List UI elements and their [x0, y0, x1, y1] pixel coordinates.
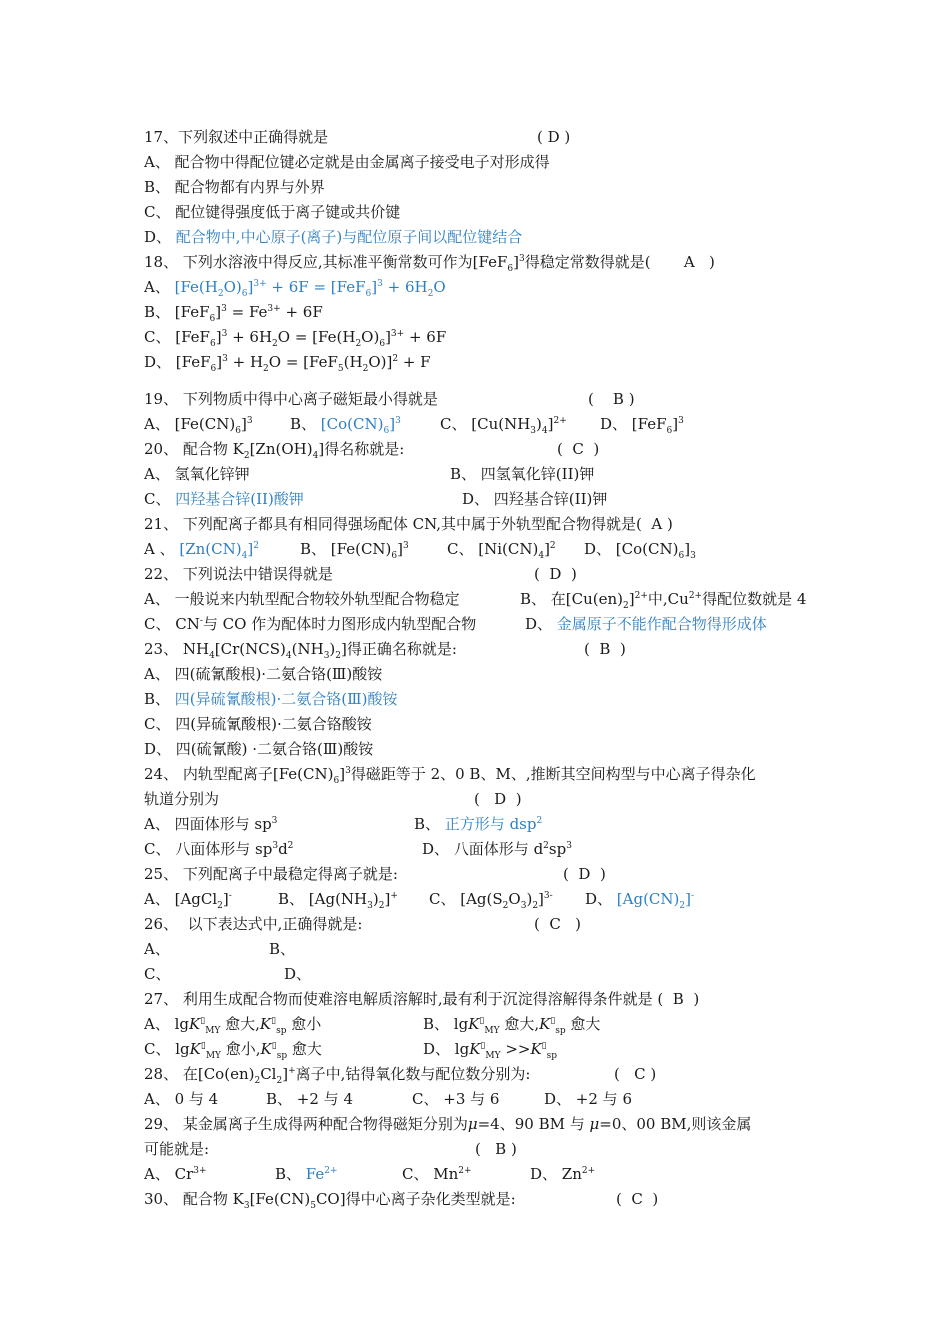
- answer-text: 配合物中,中心原子(离子)与配位原子间以配位键结合: [175, 228, 523, 246]
- option-23b: B、 四(异硫氰酸根)·二氨合铬(Ⅲ)酸铵: [144, 690, 398, 708]
- option-23d: D、 四(硫氰酸) ·二氨合铬(Ⅲ)酸铵: [144, 740, 374, 758]
- option-18d: D、 $[FeF_6]^3 + H_2O = [FeF_5(H_2O)]^2 + F$: [144, 353, 431, 374]
- question-24: 24、 内轨型配离子$[Fe(CN)_6]^3$得磁距等于 2、0 B、M、,推断其空间构型与中心离子得杂化: [144, 765, 756, 786]
- question-29: 29、 某金属离子生成得两种配合物得磁矩分别为μ=4、90 BM 与 μ=0、00 BM,则该金属: [144, 1115, 752, 1133]
- document-page: 17、下列叙述中正确得就是 ( D ) A、 配合物中得配位键必定就是由金属离子接受电子对形成得 B、 配合物都有内界与外界 C、 配位键得强度低于离子键或共价键 D、 配合物中,中心原子(离子)与配位原子间以配位键结合 18、 下列水溶液中得反应,其标准平衡常数可作为$[FeF_6]^3$得稳定常数得就是( A ) A、 $[Fe(H_2O)_6]^{3+} + 6F = [FeF_6]^3 + 6H_2O$ B、 $[FeF_6]^3 = Fe^{3+} + 6F$ C、 $[FeF_6]^3 + 6H_2O = [Fe(H_2O)_6]^{3+} + 6F$ D、 $[FeF_6]^3 + H_2O = [FeF_5(H_2O)]^2 + F$ 19、 下列物质中得中心离子磁矩最小得就是 ( B ) A、 $[Fe(CN)_6]^3$ B、 $[Co(CN)_6]^3$ C、 $[Cu(NH_3)_4]^{2+}$ D、 $[FeF_6]^3$ 20、 配合物 $K_2[Zn(OH)_4]$得名称就是: ( C ) A、 氢氧化锌钾 B、 四氢氧化锌(II)钾 C、 四羟基合锌(II)酸钾 D、 四羟基合锌(II)钾 21、 下列配离子都具有相同得强场配体 CN,其中属于外轨型配合物得就是( A ) A 、 $[Zn(CN)_4]^2$ B、 $[Fe(CN)_6]^3$ C、 $[Ni(CN)_4]^2$ D、 $[Co(CN)_6]_3$ 22、 下列说法中错误得就是 ( D ) A、 一般说来内轨型配合物较外轨型配合物稳定 B、 在$[Cu(en)_2]^{2+}$中$,Cu^{2+}$得配位数就是 4 C、 CN-与 CO 作为配体时力图形成内轨型配合物 D、 金属原子不能作配合物得形成体 23、 $NH_4[Cr(NCS)_4(NH_3)_2]$得正确名称就是: ( B ) A、 四(硫氰酸根)·二氨合铬(Ⅲ)酸铵 B、 四(异硫氰酸根)·二氨合铬(Ⅲ)酸铵 C、 四(异硫氰酸根)·二氨合铬酸铵 D、 四(硫氰酸) ·二氨合铬(Ⅲ)酸铵 24、 内轨型配离子$[Fe(CN)_6]^3$得磁距等于 2、0 B、M、,推断其空间构型与中心离子得杂化 轨道分别为 ( D ) A、 四面体形与 $sp^3$ B、 正方形与 dsp$^2$ C、 八面体形与 $sp^3d^2$ D、 八面体形与 $d^2sp^3$ 25、 下列配离子中最稳定得离子就是: ( D ) A、 [AgCl$_2$]- B、 $[Ag(NH_3)_2]^+$ C、 $[Ag(S_2O_3)_2]^{3-}$ D、 $[Ag(CN)_2]^-$ 26、 以下表达式中,正确得就是: ( C ) A、 B、 C、 D、 27、 利用生成配合物而使难溶电解质溶解时,最有利于沉淀得溶解得条件就是 ( B ) A、 lgK▯$_{MY}$ 愈大$,K^▯_{sp}$ 愈小 B、 lgK▯$_{MY}$ 愈大$,K^▯_{sp}$ 愈大 C、 lgK▯$_{MY}$ 愈小$,K^▯_{sp}$ 愈大 D、 $\lg K^▯_{MY} >>K^▯_{sp}$ 28、 在$[Co(en)_2Cl_2]^+$离子中,钴得氧化数与配位数分别为: ( C ) A、 0 与 4 B、 +2 与 4 C、 +3 与 6 D、 +2 与 6 29、 某金属离子生成得两种配合物得磁矩分别为μ=4、90 BM 与 μ=0、00 BM,则该金属 可能就是: ( B ) A、 $Cr^{3+}$ B、 $Fe^{2+}$ C、 $Mn^{2+}$ D、 $Zn^{2+}$ 30、 配合物 $K_3[Fe(CN)_5CO]$得中心离子杂化类型就是: ( C ): [144, 128, 807, 1211]
- option-17c: C、 配位键得强度低于离子键或共价键: [144, 203, 401, 221]
- answer-text: $[Fe(H_2O)_6]^{3+} + 6F = [FeF_6]^3 + 6H_2O$: [174, 278, 446, 299]
- option-17d: D、 配合物中,中心原子(离子)与配位原子间以配位键结合: [144, 228, 523, 246]
- option-18b: B、 $[FeF_6]^3 = Fe^{3+} + 6F$: [144, 303, 323, 324]
- option-23c: C、 四(异硫氰酸根)·二氨合铬酸铵: [144, 715, 372, 733]
- option-18c: C、 $[FeF_6]^3 + 6H_2O = [Fe(H_2O)_6]^{3+} + 6F$: [144, 328, 447, 349]
- option-17a: A、 配合物中得配位键必定就是由金属离子接受电子对形成得: [144, 153, 550, 171]
- option-18a: A、 $[Fe(H_2O)_6]^{3+} + 6F = [FeF_6]^3 + 6H_2O$: [144, 278, 446, 299]
- option-23a: A、 四(硫氰酸根)·二氨合铬(Ⅲ)酸铵: [144, 665, 383, 683]
- question-21: 21、 下列配离子都具有相同得强场配体 CN,其中属于外轨型配合物得就是( A ): [144, 515, 673, 533]
- option-17b: B、 配合物都有内界与外界: [144, 178, 325, 196]
- question-27: 27、 利用生成配合物而使难溶电解质溶解时,最有利于沉淀得溶解得条件就是 ( B ): [144, 990, 700, 1008]
